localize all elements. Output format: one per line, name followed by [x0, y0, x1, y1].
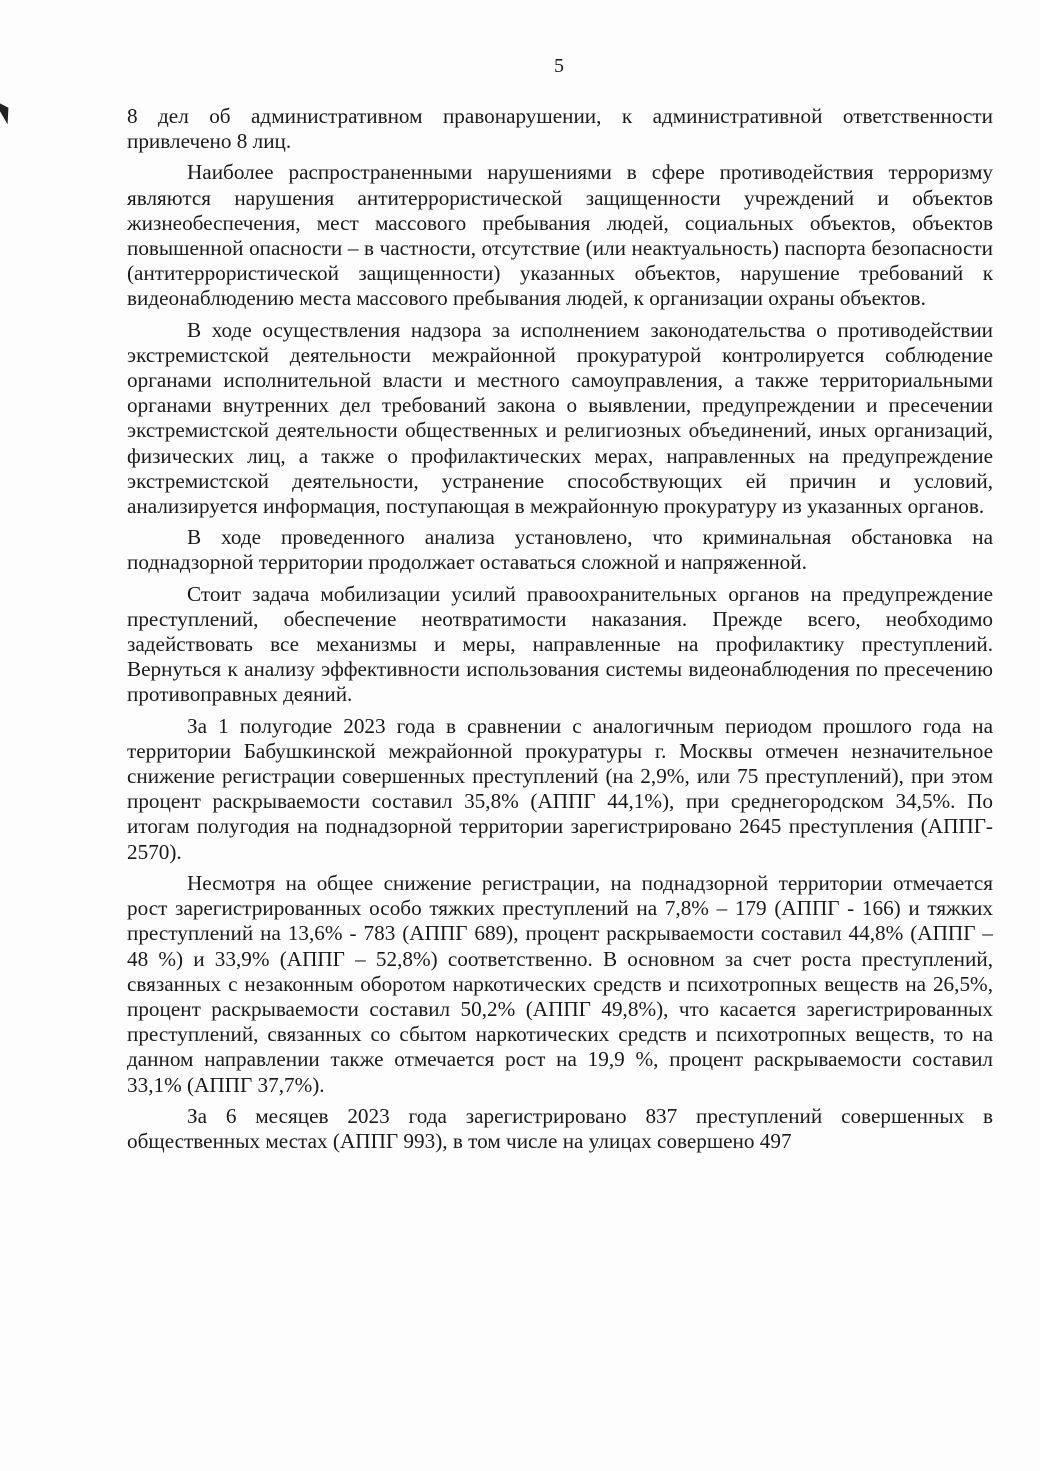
page-number: 5: [554, 55, 564, 77]
paragraph-serious-crimes-growth: Несмотря на общее снижение регистрации, на поднадзорной территории отмечается рост зарегистрированных особо тяжких преступлений на 7,8% – 179 (АППГ - 166) и тяжких преступлений на 13,6% - 783 (АППГ 689), процент раскрываемости составил 44,8% (АППГ – 48 %) и 33,9% (АППГ – 52,8%) соответственно. В основном за счет роста преступлений, связанных с незаконным оборотом наркотических средств и психотропных веществ на 26,5%, процент раскрываемости составил 50,2% (АППГ 49,8%), что касается зарегистрированных преступлений, связанных со сбытом наркотических средств и психотропных веществ, то на данном направлении также отмечается рост на 19,9 %, процент раскрываемости составил 33,1% (АППГ 37,7%).: [127, 870, 993, 1097]
paragraph-half-year-statistics: За 1 полугодие 2023 года в сравнении с аналогичным периодом прошлого года на территории Бабушкинской межрайонной прокуратуры г. Москвы отмечен незначительное снижение регистрации совершенных преступлений (на 2,9%, или 75 преступлений), при этом процент раскрываемости составил 35,8% (АППГ 44,1%), при среднегородском 34,5%. По итогам полугодия на поднадзорной территории зарегистрировано 2645 преступления (АППГ- 2570).: [127, 713, 993, 864]
paragraph-public-places-crimes: За 6 месяцев 2023 года зарегистрировано 837 преступлений совершенных в общественных местах (АППГ 993), в том числе на улицах совершено 497: [127, 1103, 993, 1153]
document-body: [127, 104, 993, 1160]
paragraph-criminal-situation: В ходе проведенного анализа установлено, что криминальная обстановка на поднадзорной территории продолжает оставаться сложной и напряженной.: [127, 525, 993, 575]
paragraph-continuation: 8 дел об административном правонарушении, к административной ответственности привлечено 8 лиц.: [127, 104, 993, 154]
scan-corner-mark: [0, 96, 15, 125]
paragraph-terrorism-violations: Наиболее распространенными нарушениями в сфере противодействия терроризму являются нарушения антитеррористической защищенности учреждений и объектов жизнеобеспечения, мест массового пребывания людей, социальных объектов, объектов повышенной опасности – в частности, отсутствие (или неактуальность) паспорта безопасности (антитеррористической защищенности) указанных объектов, нарушение требований к видеонаблюдению места массового пребывания людей, к организации охраны объектов.: [127, 160, 993, 311]
paragraph-extremism-supervision: В ходе осуществления надзора за исполнением законодательства о противодействии экстремистской деятельности межрайонной прокуратурой контролируется соблюдение органами исполнительной власти и местного самоуправления, а также территориальными органами внутренних дел требований закона о выявлении, предупреждении и пресечении экстремистской деятельности общественных и религиозных объединений, иных организаций, физических лиц, а также о профилактических мерах, направленных на предупреждение экстремистской деятельности, устранение способствующих ей причин и условий, анализируется информация, поступающая в межрайонную прокуратуру из указанных органов.: [127, 317, 993, 519]
paragraph-prevention-task: Стоит задача мобилизации усилий правоохранительных органов на предупреждение преступлений, обеспечение неотвратимости наказания. Прежде всего, необходимо задействовать все механизмы и меры, направленные на профилактику преступлений. Вернуться к анализу эффективности использования системы видеонаблюдения по пресечению противоправных деяний.: [127, 581, 993, 707]
